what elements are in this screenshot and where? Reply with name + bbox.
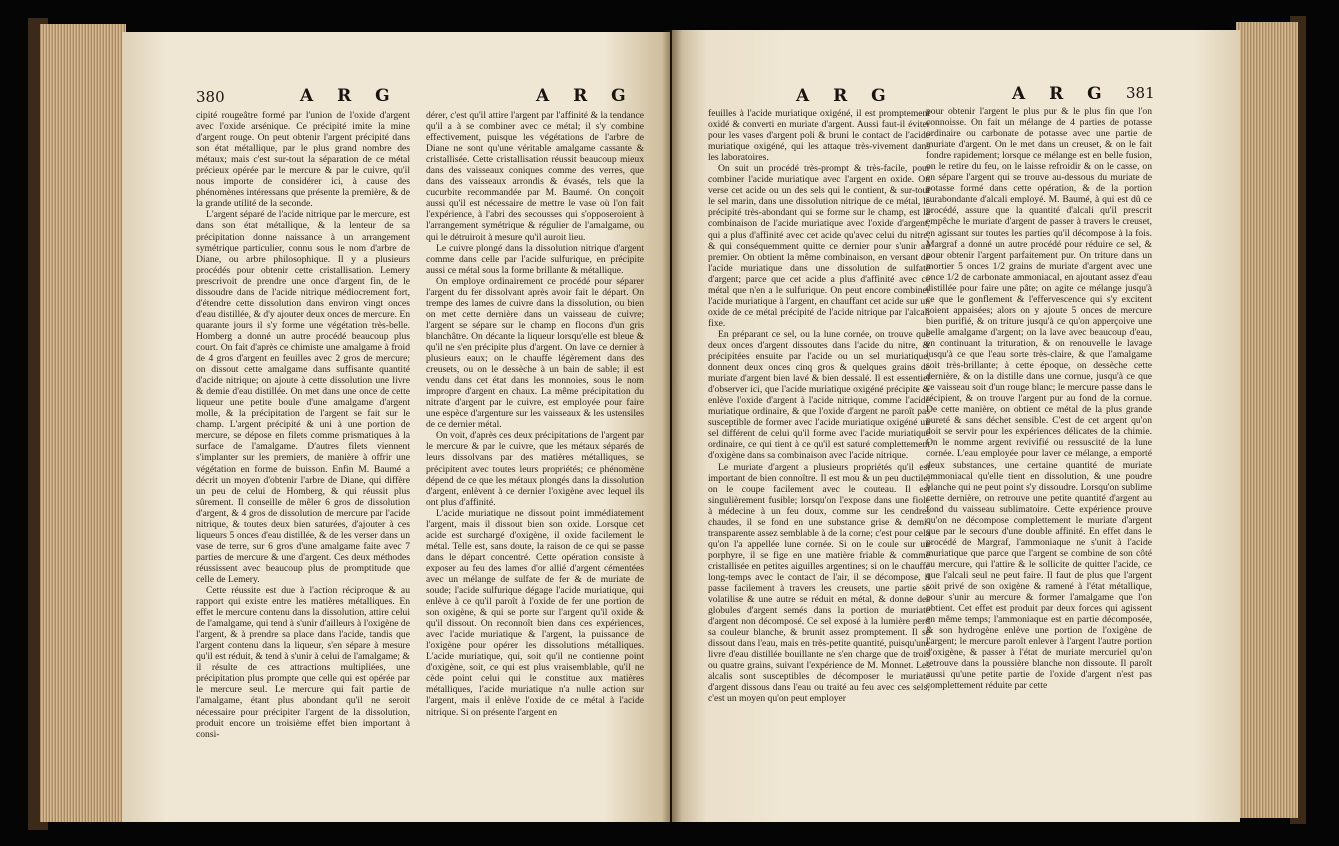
page-edges-right <box>1236 22 1298 818</box>
paragraph: cipité rougeâtre formé par l'union de l'oxide d'argent avec l'oxide arsénique. Ce précipité imite la mine d'argent rouge. On peut obtenir l'argent précipité dans son état métallique, par le plus grand nombre des métaux; mais c'est sur-tout la séparation de ce métal précieux opérée par le mercure & par le cuivre, qu'il nous importe de considérer ici, à cause des phénomènes intéressans que présente la première, & de la grande utilité de la seconde. <box>196 110 410 210</box>
left-page <box>122 32 670 822</box>
text-column-left <box>196 110 410 815</box>
running-headword: A R G <box>1012 84 1111 104</box>
paragraph: dérer, c'est qu'il attire l'argent par l'affinité & la tendance qu'il a à se combiner avec ce métal; il s'y combine effectivement, puisque les végétations de l'arbre de Diane ne sont qu'une véritable amalgame cassante & cristallisée. Cette cristallisation réussit beaucoup mieux dans des vaisseaux coniques comme des verres, que dans des vaisseaux arrondis & évasés, tels que la cucurbite recommandée par M. Baumé. On conçoit aussi qu'il est nécessaire de mettre le vase où l'on fait l'expérience, à l'abri des secousses qui s'opposeroient à l'arrangement symétrique & régulier de l'amalgame, ou qui le détruiroit à mesure qu'il auroit lieu. <box>426 110 644 243</box>
paragraph: Cette réussite est due à l'action réciproque & au rapport qui existe entre les matières métalliques. En effet le mercure contenu dans la dissolution, attire celui de l'amalgame, qui tend à s'unir d'ailleurs à l'oxigène de l'argent, & à prendre sa place dans l'acide, tandis que l'argent contenu dans la liqueur, s'en sépare à mesure qu'il est réduit, & tend à s'unir à celui de l'amalgame; & il résulte de ces attractions multipliées, une précipitation plus prompte que celle qui est opérée par le mercure seul. Le mercure qui fait partie de l'amalgame, étant plus abondant qu'il ne seroit nécessaire pour précipiter l'argent de la dissolution, produit encore un troisième effet bien important à consi- <box>196 585 410 740</box>
paragraph: En préparant ce sel, ou la lune cornée, on trouve que deux onces d'argent dissoutes dans l'acide du nitre, & précipitées ensuite par l'acide ou un sel muriatique, donnent deux onces cinq gros & quelques grains de muriate d'argent bien lavé & bien dessalé. Il est essentiel d'observer ici, que l'acide muriatique oxigéné précipite & enlève l'oxide d'argent à l'acide nitrique, comme l'acide muriatique ordinaire, & que l'oxide d'argent ne paroît pas susceptible de former avec l'acide muriatique oxigéné un sel différent de celui qu'il forme avec l'acide muriatique ordinaire, ce qui tient à ce qu'il est saturé complettement d'oxigène dans sa combinaison avec l'acide nitrique. <box>708 328 930 462</box>
paragraph: Le cuivre plongé dans la dissolution nitrique d'argent comme dans celle par l'acide sulfurique, en précipite aussi ce métal sous la forme brillante & métallique. <box>426 242 644 276</box>
paragraph: On suit un procédé très-prompt & très-facile, pour combiner l'acide muriatique avec l'argent en oxide. On verse cet acide ou un des sels qui le contient, & sur-tout le sel marin, dans une dissolution nitrique de ce métal, le précipité très-abondant qui se forme sur le champ, est la combinaison de l'acide muriatique avec l'oxide d'argent, qui a plus d'affinité avec cet acide qu'avec celui du nitre, & qui conséquemment quitte ce dernier pour s'unir au premier. On obtient la même combinaison, en versant de l'acide muriatique dans une dissolution de sulfate d'argent; parce que cet acide a plus d'affinité avec ce métal que n'en a le sulfurique. On peut encore combiner l'acide muriatique à l'argent, en chauffant cet acide sur un oxide de ce métal précipité de l'acide nitrique par l'alcali fixe. <box>708 163 930 329</box>
paragraph: feuilles à l'acide muriatique oxigéné, il est promptement oxidé & converti en muriate d'argent. Aussi faut-il éviter pour les vases d'argent poli & bruni le contact de l'acide muriatique oxigéné, qui les attaque très-vivement dans les laboratoires. <box>708 108 930 164</box>
running-headword: A R G <box>536 86 635 106</box>
paragraph: On voit, d'après ces deux précipitations de l'argent par le mercure & par le cuivre, que les métaux séparés de leurs dissolvans par des matières métalliques, se précipitent avec toutes leurs propriétés; ce phénomène dépend de ce que les métaux plongés dans la dissolution d'argent, enlèvent à ce dernier l'oxigène avec lequel ils ont plus d'affinité. <box>426 430 644 508</box>
paragraph: Le muriate d'argent a plusieurs propriétés qu'il est important de bien connoître. Il est mou & un peu ductile, on le coupe facilement avec le couteau. Il est singulièrement fusible; lorsqu'on l'expose dans une fiole à médecine à un feu doux, comme sur les cendres chaudes, il se fond en une substance grise & demi-transparente assez semblable à de la corne; c'est pour cela qu'on l'a appellée lune cornée. Si on le coule sur un porphyre, il se fige en une matière friable & comme cristallisée en petites aiguilles argentines; si on le chauffe long-temps avec le contact de l'air, il se décompose, il passe facilement à travers les creusets, une partie se volatilise & une autre se réduit en métal, & donne des globules d'argent semés dans la portion de muriate d'argent non décomposé. Ce sel exposé à la lumière perd sa couleur blanche, & brunit assez promptement. Il se dissout dans l'eau, mais en très-petite quantité, puisqu'une livre d'eau distillée bouillante ne s'en charge que de trois ou quatre grains, suivant l'expérience de M. Monnet. Les alcalis sont susceptibles de décomposer le muriate d'argent dissous dans l'eau ou traité au feu avec ces sels; c'est un moyen qu'on peut employer <box>708 461 930 705</box>
running-headword: A R G <box>300 86 399 106</box>
page-number: 381 <box>1126 84 1155 102</box>
running-headword: A R G <box>796 86 895 106</box>
paragraph: L'argent séparé de l'acide nitrique par le mercure, est dans son état métallique, & la lenteur de sa précipitation donne naissance à un arrangement symétrique particulier, connu sous le nom d'arbre de Diane, ou arbre philosophique. Il y a plusieurs procédés pour obtenir cette cristallisation. Lemery prescrivoit de prendre une once d'argent fin, de le dissoudre dans de l'acide nitrique médiocrement fort, d'étendre cette dissolution dans environ vingt onces d'eau distillée, & d'y ajouter deux onces de mercure. En quarante jours il s'y forme une végétation très-belle. Homberg a donné un autre procédé beaucoup plus court. On fait d'après ce chimiste une amalgame à froid de 4 gros d'argent en feuilles avec 2 gros de mercure; on dissout cette amalgame dans suffisante quantité d'acide nitrique; on ajoute à cette dissolution une livre & demie d'eau distillée. On met dans une once de cette liqueur une petite boule d'une amalgame d'argent molle, & la précipitation de l'argent se fait sur le champ. L'argent précipité & uni à une portion de mercure, se dépose en filets comme prismatiques à la surface de l'amalgame. D'autres filets viennent s'implanter sur les premiers, de manière à offrir une végétation en forme de buisson. Enfin M. Baumé a décrit un moyen d'obtenir l'arbre de Diane, qui diffère un peu de celui de Homberg, & qui réussit plus sûrement. Il conseille de mêler 6 gros de dissolution d'argent, & 4 gros de dissolution de mercure par l'acide nitrique, & toutes deux bien saturées, d'ajouter à ces liqueurs 5 onces d'eau distillée, & de les verser dans un vase de terre, sur 6 gros d'une amalgame faite avec 7 parties de mercure & une d'argent. Ces deux méthodes réussissent avec beaucoup plus de promptitude que celle de Lemery. <box>196 209 410 585</box>
paragraph: pour obtenir l'argent le plus pur & le plus fin que l'on connoisse. On fait un mélange de 4 parties de potasse ordinaire ou carbonate de potasse avec une partie de muriate d'argent. On le met dans un creuset, & on le fait fondre rapidement; lorsque ce mélange est en belle fusion, on le retire du feu, on le laisse refroidir & on le casse, on en sépare l'argent qui se trouve au-dessous du muriate de potasse formé dans cette opération, & de la portion surabondante d'alcali employé. M. Baumé, à qui est dû ce procédé, assure que la quantité d'alcali qu'il prescrit empêche le muriate d'argent de passer à travers le creuset, en agissant sur toutes les parties qu'il décompose à la fois. Margraf a donné un autre procédé pour réduire ce sel, & pour obtenir l'argent parfaitement pur. On triture dans un mortier 5 onces 1/2 grains de muriate d'argent avec une once 1/2 de carbonate ammoniacal, en ajoutant assez d'eau distillée pour faire une pâte; on agite ce mélange jusqu'à ce que le gonflement & l'effervescence qui s'y excitent soient appaisées; alors on y ajoute 5 onces de mercure bien purifié, & on triture jusqu'à ce qu'on apperçoive une belle amalgame d'argent; on la lave avec beaucoup d'eau, en continuant la trituration, & on renouvelle le lavage jusqu'à ce que l'eau sorte très-claire, & que l'amalgame soit très-brillante; à cette époque, on dessèche cette dernière, & on la distille dans une cornue, jusqu'à ce que ce vaisseau soit d'un rouge blanc; le mercure passe dans le récipient, & on trouve l'argent pur au fond de la cornue. De cette manière, on obtient ce métal de la plus grande pureté & sans déchet sensible. C'est de cet argent qu'on doit se servir pour les expériences délicates de la chimie. On le nomme argent revivifié ou ressuscité de la lune cornée. L'eau employée pour laver ce mélange, a emporté deux substances, une certaine quantité de muriate ammoniacal qu'elle tient en dissolution, & une poudre blanche qui ne peut point s'y dissoudre. Lorsqu'on sublime cette dernière, on retrouve une petite quantité d'argent au fond du vaisseau sublimatoire. Cette expérience prouve qu'on ne décompose complettement le muriate d'argent que par le secours d'une double affinité. En effet dans le procédé de Margraf, l'ammoniaque ne s'unit à l'acide muriatique que parce que l'argent se combine de son côté au mercure, qui l'attire & le sollicite de quitter l'acide, ce que l'alcali seul ne peut faire. Il faut de plus que l'argent soit privé de son oxigène & ramené à l'état métallique, pour s'unir au mercure & former l'amalgame que l'on obtient. Cet effet est produit par deux forces qui agissent en même temps; l'ammoniaque est en partie décomposée, & son hydrogène enlève une portion de l'oxigène de l'argent; le mercure paroît enlever à l'argent l'autre portion d'oxigène, & passer à l'état de muriate mercuriel qu'on retrouve dans la poussière blanche non dissoute. Il paroît aussi qu'une petite partie de l'oxide d'argent n'est pas complettement réduite par cette <box>926 106 1152 692</box>
text-column-right <box>426 110 644 815</box>
text-column-left <box>708 108 930 813</box>
text-column-right <box>926 106 1152 818</box>
page-edges-left <box>40 24 126 822</box>
paragraph: On employe ordinairement ce procédé pour séparer l'argent du fer dissolvant après avoir fait le départ. On trempe des lames de cuivre dans la dissolution, ou bien on met cette dernière dans un vaisseau de cuivre; l'argent se sépare sur le champ en flocons d'un gris blanchâtre. On décante la liqueur lorsqu'elle est bleue & qu'il ne s'en précipite plus d'argent. On lave ce dernier à plusieurs eaux; on le chauffe légèrement dans des creusets, ou on le dessèche à un bain de sable; il est vendu dans cet état dans les monnoies, sous le nom impropre d'argent en chaux. La même précipitation du nitrate d'argent par le cuivre, est employée pour faire une espèce d'argenture sur les vaisseaux & les ustensiles de ce dernier métal. <box>426 275 644 431</box>
book-gutter <box>662 30 682 822</box>
page-number: 380 <box>196 88 225 106</box>
right-page <box>672 30 1240 822</box>
paragraph: L'acide muriatique ne dissout point immédiatement l'argent, mais il dissout bien son oxide. Lorsque cet acide est surchargé d'oxigène, il oxide facilement le métal. Telle est, sans doute, la raison de ce qui se passe dans le départ concentré. Cette opération consiste à exposer au feu des lames d'or allié d'argent cémentées avec un mélange de sulfate de fer & de muriate de soude; l'acide sulfurique dégage l'acide muriatique, qui enlève à ce qu'il paroît à l'oxide de fer une portion de son oxigène, & qui se porte sur l'argent qu'il oxide & qu'il dissout. On reconnoît bien dans ces expériences, avec l'acide muriatique & l'argent, la puissance de l'oxigène pour opérer les dissolutions métalliques. L'acide muriatique, qui, soit qu'il ne contienne point d'oxigène, soit, ce qui est plus vraisemblable, qu'il ne cède point celui qui le constitue aux matières métalliques, l'acide muriatique n'a nulle action sur l'argent, mais il enlève l'oxide de ce métal à l'acide nitrique. Si on présente l'argent en <box>426 507 644 718</box>
